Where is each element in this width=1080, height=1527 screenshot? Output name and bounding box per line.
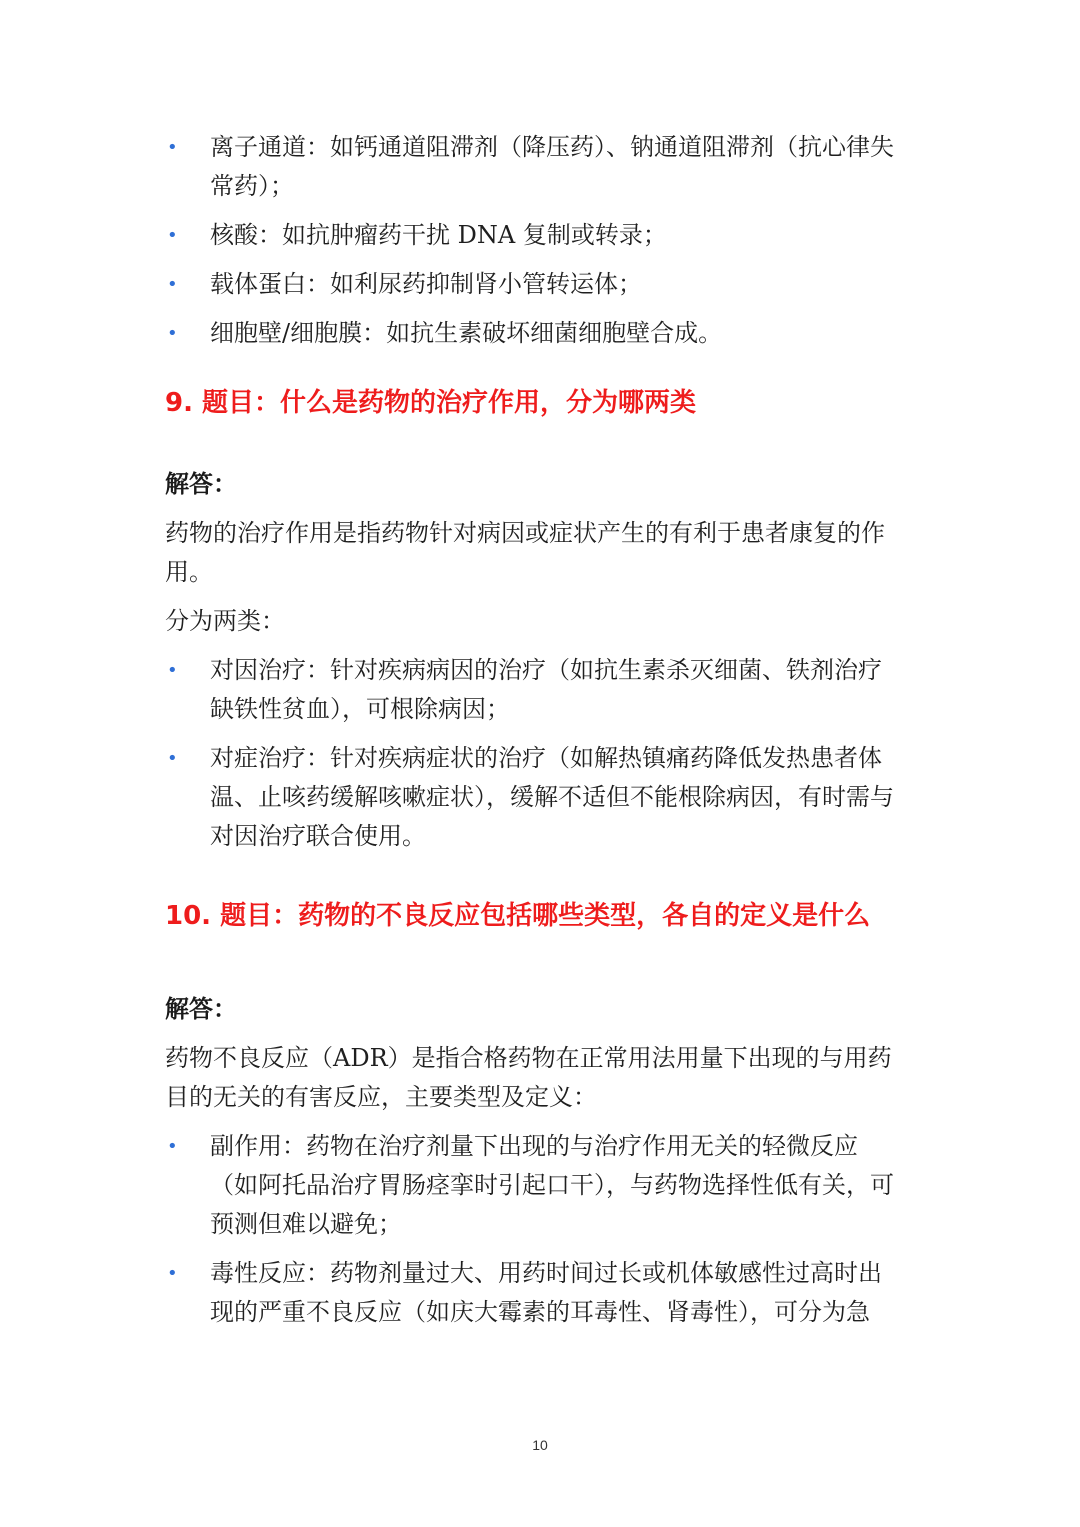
bullet-icon: • xyxy=(167,225,178,246)
list-item xyxy=(165,128,900,206)
answer-label: 解答： xyxy=(165,470,237,498)
list-item xyxy=(165,314,900,353)
bullet-icon: • xyxy=(167,323,178,344)
paragraph: 分为两类： xyxy=(165,607,285,635)
list-item xyxy=(165,651,900,729)
bullet-icon: • xyxy=(167,137,178,158)
page-number: 10 xyxy=(532,1437,548,1453)
bullet-icon: • xyxy=(167,274,178,295)
section-title-9: 9. 题目：什么是药物的治疗作用，分为哪两类 xyxy=(165,388,697,418)
list-item xyxy=(165,1254,900,1332)
list-item xyxy=(165,265,900,304)
list-item-text: 离子通道：如钙通道阻滞剂（降压药）、钠通道阻滞剂（抗心律失常药）； xyxy=(210,133,894,200)
list-item-text: 细胞壁/细胞膜：如抗生素破坏细菌细胞壁合成。 xyxy=(210,319,723,347)
paragraph: 药物不良反应（ADR）是指合格药物在正常用法用量下出现的与用药目的无关的有害反应，主要类型及定义： xyxy=(165,1044,892,1111)
bullet-icon: • xyxy=(167,1263,178,1284)
list-item-text: 载体蛋白：如利尿药抑制肾小管转运体； xyxy=(210,270,642,298)
list-item-text: 毒性反应：药物剂量过大、用药时间过长或机体敏感性过高时出现的严重不良反应（如庆大霉素的耳毒性、肾毒性），可分为急 xyxy=(210,1259,882,1326)
list-item-text: 核酸：如抗肿瘤药干扰 DNA 复制或转录； xyxy=(210,221,667,249)
page-content xyxy=(165,128,900,1342)
list-item-text: 副作用：药物在治疗剂量下出现的与治疗作用无关的轻微反应（如阿托品治疗胃肠痉挛时引起口干），与药物选择性低有关，可预测但难以避免； xyxy=(210,1132,894,1238)
answer-label: 解答： xyxy=(165,995,237,1023)
list-item-text: 对症治疗：针对疾病症状的治疗（如解热镇痛药降低发热患者体温、止咳药缓解咳嗽症状），缓解不适但不能根除病因，有时需与对因治疗联合使用。 xyxy=(210,744,894,850)
paragraph: 药物的治疗作用是指药物针对病因或症状产生的有利于患者康复的作用。 xyxy=(165,519,885,586)
list-item xyxy=(165,216,900,255)
bullet-icon: • xyxy=(167,748,178,769)
bullet-icon: • xyxy=(167,660,178,681)
bullet-icon: • xyxy=(167,1136,178,1157)
list-item xyxy=(165,1127,900,1244)
section-title-10: 10. 题目：药物的不良反应包括哪些类型，各自的定义是什么 xyxy=(165,901,871,931)
list-item xyxy=(165,739,900,856)
list-item-text: 对因治疗：针对疾病病因的治疗（如抗生素杀灭细菌、铁剂治疗缺铁性贫血），可根除病因； xyxy=(210,656,882,723)
